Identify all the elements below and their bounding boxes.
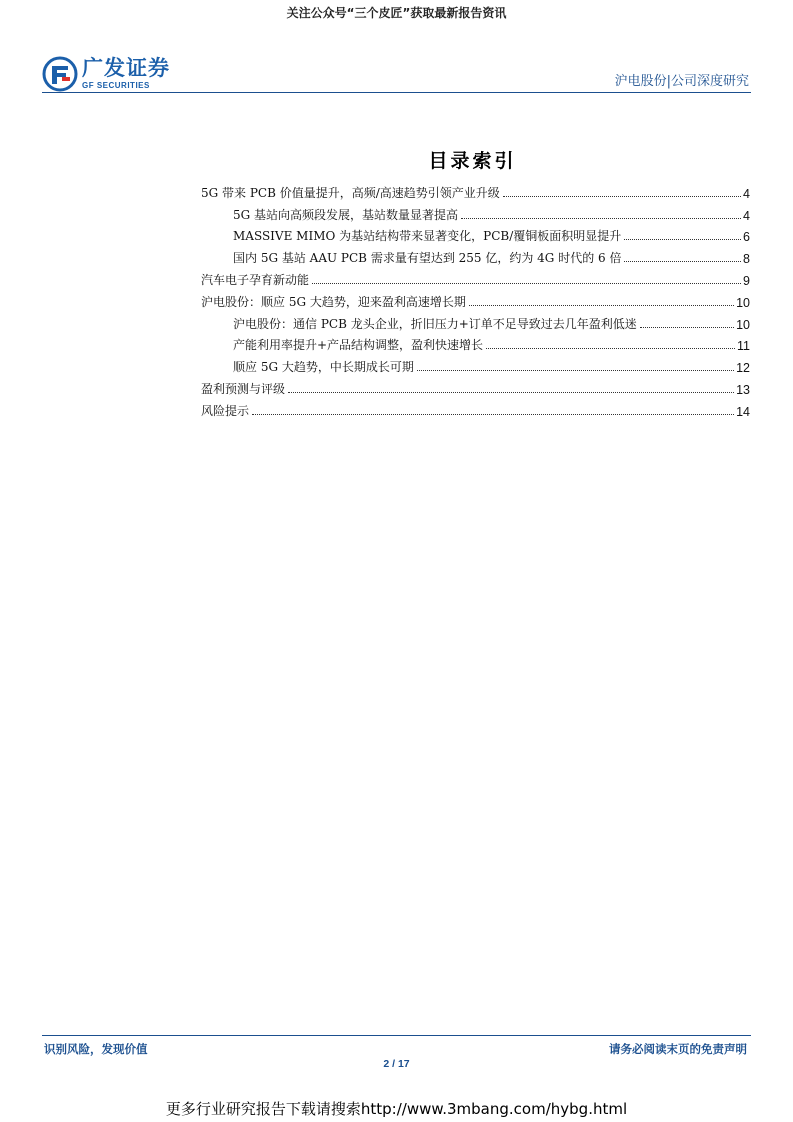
footer-divider xyxy=(42,1035,751,1036)
toc-leader-dots xyxy=(469,305,734,306)
toc-entry-page: 12 xyxy=(736,361,750,376)
logo-english-name: GF SECURITIES xyxy=(82,81,150,90)
toc-entry-title: 沪电股份：通信 PCB 龙头企业，折旧压力+订单不足导致过去几年盈利低迷 xyxy=(233,316,637,331)
toc-entry-title: 产能利用率提升+产品结构调整，盈利快速增长 xyxy=(233,338,484,353)
toc-entry-page: 4 xyxy=(743,186,750,201)
toc-entry-title: MASSIVE MIMO 为基站结构带来显著变化，PCB/覆铜板面积明显提升 xyxy=(233,229,622,244)
toc-leader-dots xyxy=(461,218,741,219)
toc-entry-title: 风险提示 xyxy=(201,403,250,418)
toc-entry-page: 6 xyxy=(743,230,750,245)
toc-entry-title: 国内 5G 基站 AAU PCB 需求量有望达到 255 亿，约为 4G 时代的 6 倍 xyxy=(233,251,622,266)
toc-leader-dots xyxy=(312,283,741,284)
toc-entry-page: 11 xyxy=(737,339,750,354)
bottom-promo-link[interactable]: 更多行业研究报告下载请搜索http://www.3mbang.com/hybg.html xyxy=(165,1100,628,1118)
toc-entry-page: 10 xyxy=(736,295,750,310)
toc-entry[interactable] xyxy=(201,288,750,310)
logo-chinese-name: 广发证券 xyxy=(82,56,170,80)
toc-entry-page: 9 xyxy=(743,273,750,288)
toc-entry[interactable] xyxy=(201,375,750,397)
toc-leader-dots xyxy=(417,370,734,371)
toc-entry[interactable] xyxy=(201,244,750,266)
toc-entry-title: 盈利预测与评级 xyxy=(201,381,286,396)
toc-leader-dots xyxy=(503,196,741,197)
table-of-contents xyxy=(201,179,750,419)
toc-leader-dots xyxy=(624,261,741,262)
toc-leader-dots xyxy=(640,327,734,328)
toc-entry-title: 沪电股份：顺应 5G 大趋势，迎来盈利高速增长期 xyxy=(201,294,466,309)
toc-title: 目录索引 xyxy=(428,150,517,172)
gf-logo-icon xyxy=(42,56,78,92)
toc-entry[interactable] xyxy=(201,223,750,245)
top-notice: 关注公众号“三个皮匠”获取最新报告资讯 xyxy=(286,6,507,20)
toc-entry[interactable] xyxy=(201,397,750,419)
toc-entry-title: 5G 基站向高频段发展，基站数量显著提高 xyxy=(233,207,459,222)
toc-entry[interactable] xyxy=(201,332,750,354)
toc-entry[interactable] xyxy=(201,179,750,201)
report-category: 沪电股份|公司深度研究 xyxy=(614,74,749,89)
toc-entry-page: 10 xyxy=(736,317,750,332)
toc-leader-dots xyxy=(486,348,735,349)
toc-entry[interactable] xyxy=(201,310,750,332)
toc-entry-page: 14 xyxy=(736,404,750,419)
toc-leader-dots xyxy=(252,414,734,415)
toc-entry[interactable] xyxy=(201,266,750,288)
toc-entry[interactable] xyxy=(201,353,750,375)
toc-entry-title: 汽车电子孕育新动能 xyxy=(201,272,310,287)
toc-entry-page: 4 xyxy=(743,208,750,223)
gf-securities-logo xyxy=(42,56,170,92)
toc-entry-page: 13 xyxy=(736,382,750,397)
toc-entry-title: 5G 带来 PCB 价值量提升，高频/高速趋势引领产业升级 xyxy=(201,185,500,200)
toc-entry-title: 顺应 5G 大趋势，中长期成长可期 xyxy=(233,360,414,375)
footer-disclaimer-note: 请务必阅读末页的免责声明 xyxy=(609,1042,747,1056)
footer-slogan: 识别风险，发现价值 xyxy=(44,1042,148,1056)
toc-leader-dots xyxy=(624,239,741,240)
page-number: 2 / 17 xyxy=(383,1058,410,1070)
toc-leader-dots xyxy=(288,392,734,393)
toc-entry-page: 8 xyxy=(743,252,750,267)
header-divider xyxy=(42,92,751,93)
toc-entry[interactable] xyxy=(201,201,750,223)
